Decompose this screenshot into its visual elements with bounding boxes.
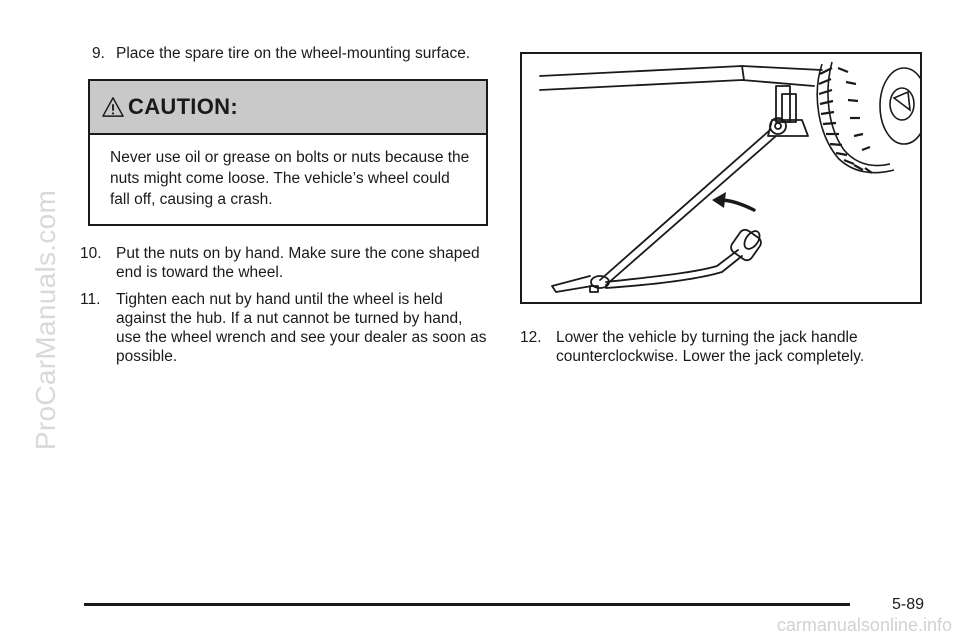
- caution-title: CAUTION:: [128, 94, 238, 119]
- left-column: [80, 44, 490, 366]
- right-column: [520, 52, 924, 366]
- step-text: Place the spare tire on the wheel-mounting surface.: [116, 45, 471, 62]
- bottom-watermark: carmanualsonline.info: [776, 615, 952, 635]
- footer-rule: [84, 603, 850, 606]
- step-12: [520, 328, 924, 366]
- step-number: 10.: [80, 245, 102, 262]
- warning-triangle-icon: [102, 96, 124, 118]
- jack-handle-illustration: [522, 54, 920, 302]
- jack-handle-figure: [520, 52, 922, 304]
- step-text: Put the nuts on by hand. Make sure the cone shaped end is toward the wheel.: [116, 245, 480, 281]
- caution-body: Never use oil or grease on bolts or nuts because the nuts might come loose. The vehicle’s wheel could fall off, causing a crash.: [110, 149, 470, 208]
- step-text: Lower the vehicle by turning the jack handle counterclockwise. Lower the jack completely.: [556, 329, 865, 365]
- counterclockwise-arrow-icon: [712, 192, 754, 210]
- page-number: 5-89: [891, 596, 924, 613]
- step-10: [80, 244, 490, 282]
- side-watermark: ProCarManuals.com: [30, 189, 61, 451]
- step-11: [80, 290, 490, 366]
- caution-box: [88, 79, 488, 226]
- step-number: 12.: [520, 329, 542, 346]
- step-text: Tighten each nut by hand until the wheel is held against the hub. If a nut cannot be turned by hand, use the wheel wrench and see your dealer as soon as possible.: [116, 291, 487, 365]
- caution-header: [90, 81, 486, 135]
- step-number: 11.: [80, 291, 101, 308]
- step-9: [80, 44, 490, 63]
- step-number: 9.: [92, 45, 105, 62]
